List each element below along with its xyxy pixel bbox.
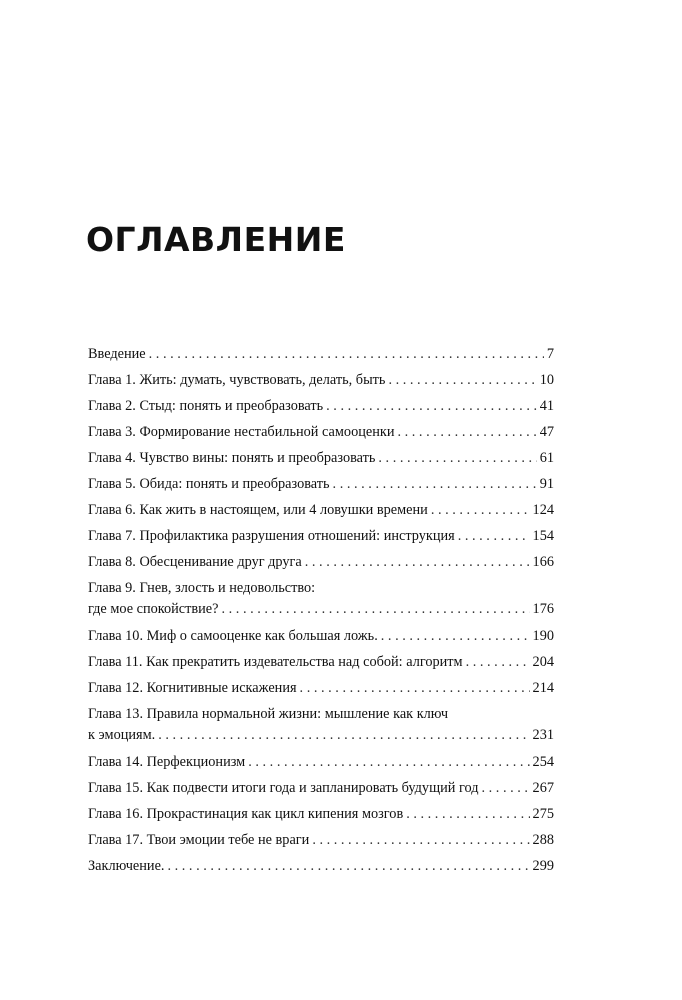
toc-entry[interactable] bbox=[88, 471, 554, 497]
toc-entry-title: Глава 3. Формирование нестабильной самооценки bbox=[88, 424, 395, 440]
dot-leader bbox=[406, 801, 529, 827]
toc-entry[interactable] bbox=[88, 649, 554, 675]
dot-leader bbox=[326, 393, 537, 419]
dot-leader bbox=[431, 497, 530, 523]
dot-leader bbox=[167, 853, 529, 879]
dot-leader bbox=[333, 471, 537, 497]
toc-page-number: 190 bbox=[532, 628, 554, 644]
toc-entry-title: Глава 7. Профилактика разрушения отношений: инструкция bbox=[88, 528, 455, 544]
dot-leader bbox=[312, 827, 529, 853]
toc-entry-title: Заключение. bbox=[88, 858, 165, 874]
toc-entry[interactable] bbox=[88, 367, 554, 393]
dot-leader bbox=[381, 623, 530, 649]
toc-entry[interactable] bbox=[88, 419, 554, 445]
toc-entry[interactable] bbox=[88, 575, 554, 623]
toc-entry-title: Глава 6. Как жить в настоящем, или 4 ловушки времени bbox=[88, 502, 428, 518]
toc-page-number: 166 bbox=[532, 554, 554, 570]
toc-entry-title: Глава 4. Чувство вины: понять и преобразовать bbox=[88, 450, 376, 466]
toc-entry[interactable] bbox=[88, 341, 554, 367]
dot-leader bbox=[458, 523, 530, 549]
toc-page-number: 267 bbox=[532, 780, 554, 796]
toc-entry-title: Глава 11. Как прекратить издевательства над собой: алгоритм bbox=[88, 654, 463, 670]
toc-page-number: 7 bbox=[546, 346, 554, 362]
toc-entry[interactable] bbox=[88, 801, 554, 827]
toc-entry[interactable] bbox=[88, 749, 554, 775]
dot-leader bbox=[248, 749, 529, 775]
toc-page-number: 154 bbox=[532, 528, 554, 544]
toc-entry[interactable] bbox=[88, 827, 554, 853]
toc-entry[interactable] bbox=[88, 701, 554, 749]
toc-entry[interactable] bbox=[88, 775, 554, 801]
table-of-contents bbox=[88, 341, 554, 879]
toc-entry-title: Глава 5. Обида: понять и преобразовать bbox=[88, 476, 330, 492]
dot-leader bbox=[222, 599, 530, 619]
toc-entry[interactable] bbox=[88, 445, 554, 471]
toc-entry-title: Глава 14. Перфекционизм bbox=[88, 754, 246, 770]
dot-leader bbox=[397, 419, 536, 445]
toc-entry-title: Глава 15. Как подвести итоги года и запланировать будущий год bbox=[88, 780, 479, 796]
toc-entry-title: к эмоциям. bbox=[88, 727, 156, 743]
toc-page-number: 204 bbox=[532, 654, 554, 670]
toc-entry-title: Глава 10. Миф о самооценке как большая ложь. bbox=[88, 628, 378, 644]
dot-leader bbox=[305, 549, 530, 575]
toc-entry-title: Глава 17. Твои эмоции тебе не враги bbox=[88, 832, 310, 848]
dot-leader bbox=[149, 341, 544, 367]
toc-entry-title-line: Глава 9. Гнев, злость и недовольство: bbox=[88, 580, 316, 596]
toc-page-number: 47 bbox=[539, 424, 554, 440]
toc-entry[interactable] bbox=[88, 393, 554, 419]
toc-page-number: 254 bbox=[532, 754, 554, 770]
toc-entry[interactable] bbox=[88, 853, 554, 879]
toc-page-number: 288 bbox=[532, 832, 554, 848]
toc-page-number: 41 bbox=[539, 398, 554, 414]
toc-entry-title: Глава 8. Обесценивание друг друга bbox=[88, 554, 302, 570]
toc-entry[interactable] bbox=[88, 497, 554, 523]
toc-entry-title: где мое спокойствие? bbox=[88, 601, 219, 617]
toc-entry-title: Глава 1. Жить: думать, чувствовать, делать, быть bbox=[88, 372, 386, 388]
toc-page-number: 214 bbox=[532, 680, 554, 696]
dot-leader bbox=[388, 367, 536, 393]
toc-page-number: 124 bbox=[532, 502, 554, 518]
dot-leader bbox=[158, 725, 529, 745]
toc-page-number: 231 bbox=[532, 727, 554, 743]
toc-page-number: 91 bbox=[539, 476, 554, 492]
toc-entry-title: Глава 16. Прокрастинация как цикл кипения мозгов bbox=[88, 806, 404, 822]
toc-entry-title: Глава 2. Стыд: понять и преобразовать bbox=[88, 398, 324, 414]
toc-entry[interactable] bbox=[88, 523, 554, 549]
toc-entry-title-line: Глава 13. Правила нормальной жизни: мышление как ключ bbox=[88, 706, 449, 722]
dot-leader bbox=[482, 775, 530, 801]
dot-leader bbox=[378, 445, 536, 471]
toc-page-number: 176 bbox=[532, 601, 554, 617]
page-title: ОГЛАВЛЕНИЕ bbox=[86, 220, 346, 259]
toc-entry-title: Введение bbox=[88, 346, 146, 362]
toc-page-number: 10 bbox=[539, 372, 554, 388]
toc-page-number: 61 bbox=[539, 450, 554, 466]
toc-entry[interactable] bbox=[88, 623, 554, 649]
toc-entry-title: Глава 12. Когнитивные искажения bbox=[88, 680, 297, 696]
toc-page-number: 299 bbox=[532, 858, 554, 874]
toc-entry[interactable] bbox=[88, 549, 554, 575]
toc-entry[interactable] bbox=[88, 675, 554, 701]
toc-page-number: 275 bbox=[532, 806, 554, 822]
dot-leader bbox=[466, 649, 530, 675]
dot-leader bbox=[300, 675, 530, 701]
